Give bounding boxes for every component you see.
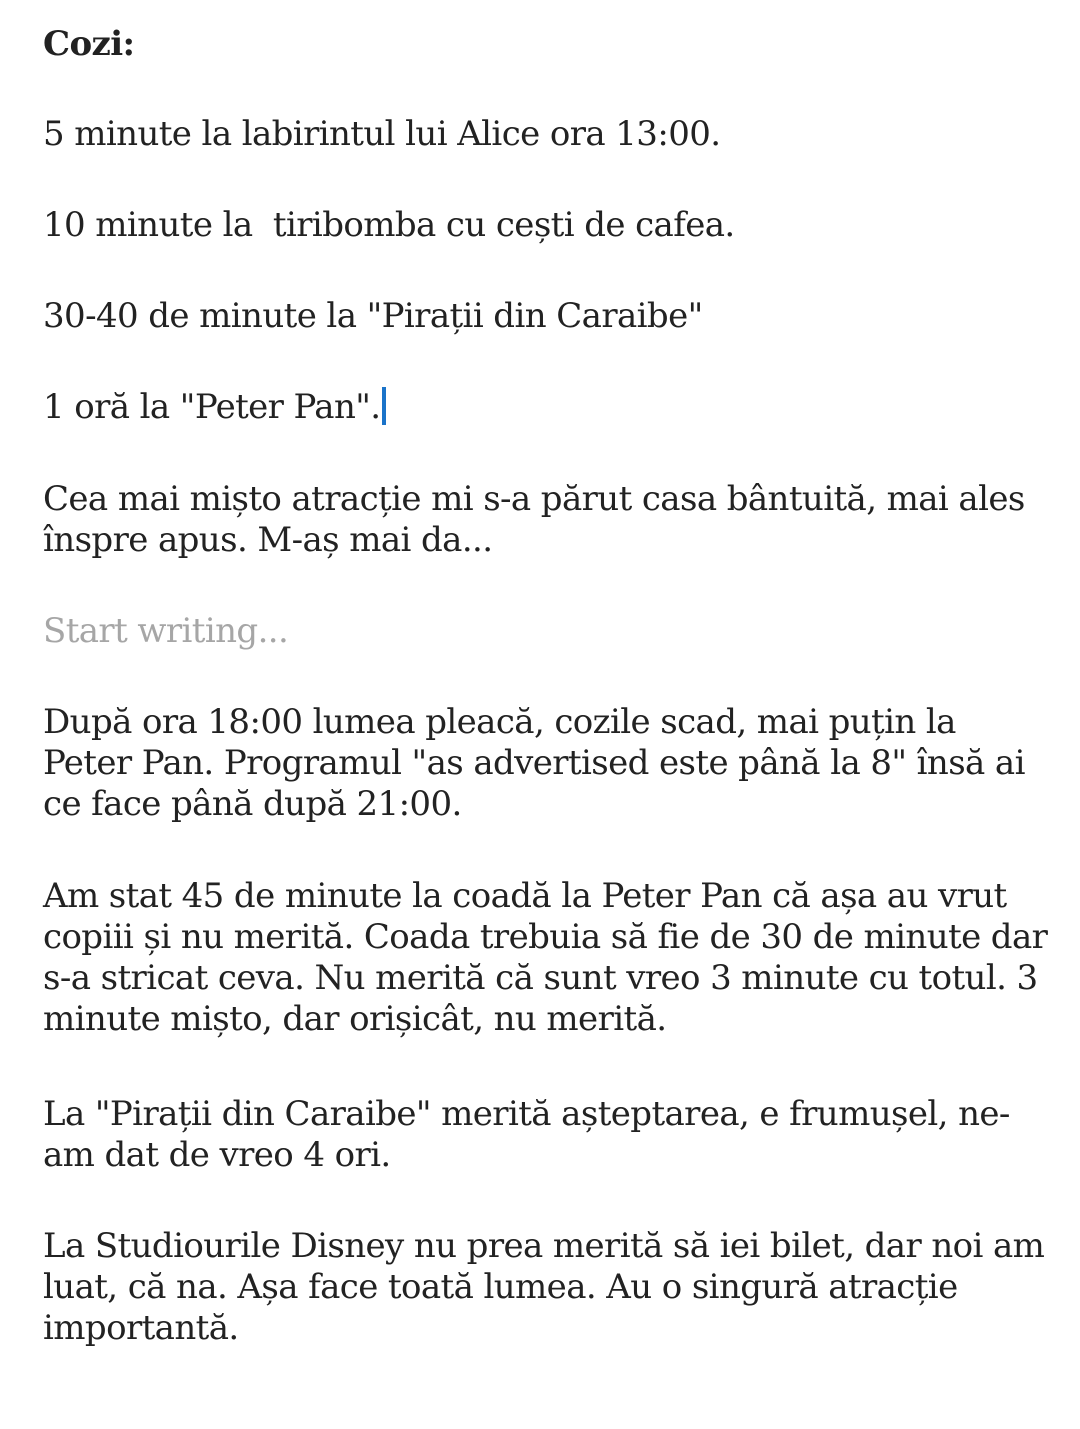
note-line[interactable]: 5 minute la labirintul lui Alice ora 13:00. — [43, 114, 721, 154]
note-line[interactable]: 30-40 de minute la "Pirații din Caraibe" — [43, 296, 703, 336]
note-line-with-caret[interactable] — [43, 387, 1053, 428]
note-heading[interactable]: Cozi: — [43, 24, 135, 64]
note-paragraph[interactable]: Am stat 45 de minute la coadă la Peter Pan că așa au vrut copiii și nu merită. Coada trebuia să fie de 30 de minute dar s-a stricat ceva. Nu merită că sunt vreo 3 minute cu totul. 3 minute mișto, dar orișicât, nu merită. — [43, 876, 1058, 1039]
note-line-text: 1 oră la "Peter Pan". — [43, 387, 381, 427]
note-paragraph[interactable]: După ora 18:00 lumea pleacă, cozile scad, mai puțin la Peter Pan. Programul "as advertised este până la 8" însă ai ce face până după 21:00. — [43, 702, 1036, 824]
start-writing-placeholder[interactable]: Start writing... — [43, 611, 289, 651]
text-caret — [382, 387, 386, 425]
note-paragraph[interactable]: La Studiourile Disney nu prea merită să iei bilet, dar noi am luat, că na. Așa face toată lumea. Au o singură atracție importantă. — [43, 1226, 1055, 1348]
note-paragraph[interactable]: La "Pirații din Caraibe" merită așteptarea, e frumușel, ne-am dat de vreo 4 ori. — [43, 1094, 1010, 1175]
note-paragraph[interactable]: Cea mai mișto atracție mi s-a părut casa bântuită, mai ales înspre apus. M-aș mai da... — [43, 479, 1035, 560]
note-line[interactable]: 10 minute la tiribomba cu cești de cafea. — [43, 205, 735, 245]
